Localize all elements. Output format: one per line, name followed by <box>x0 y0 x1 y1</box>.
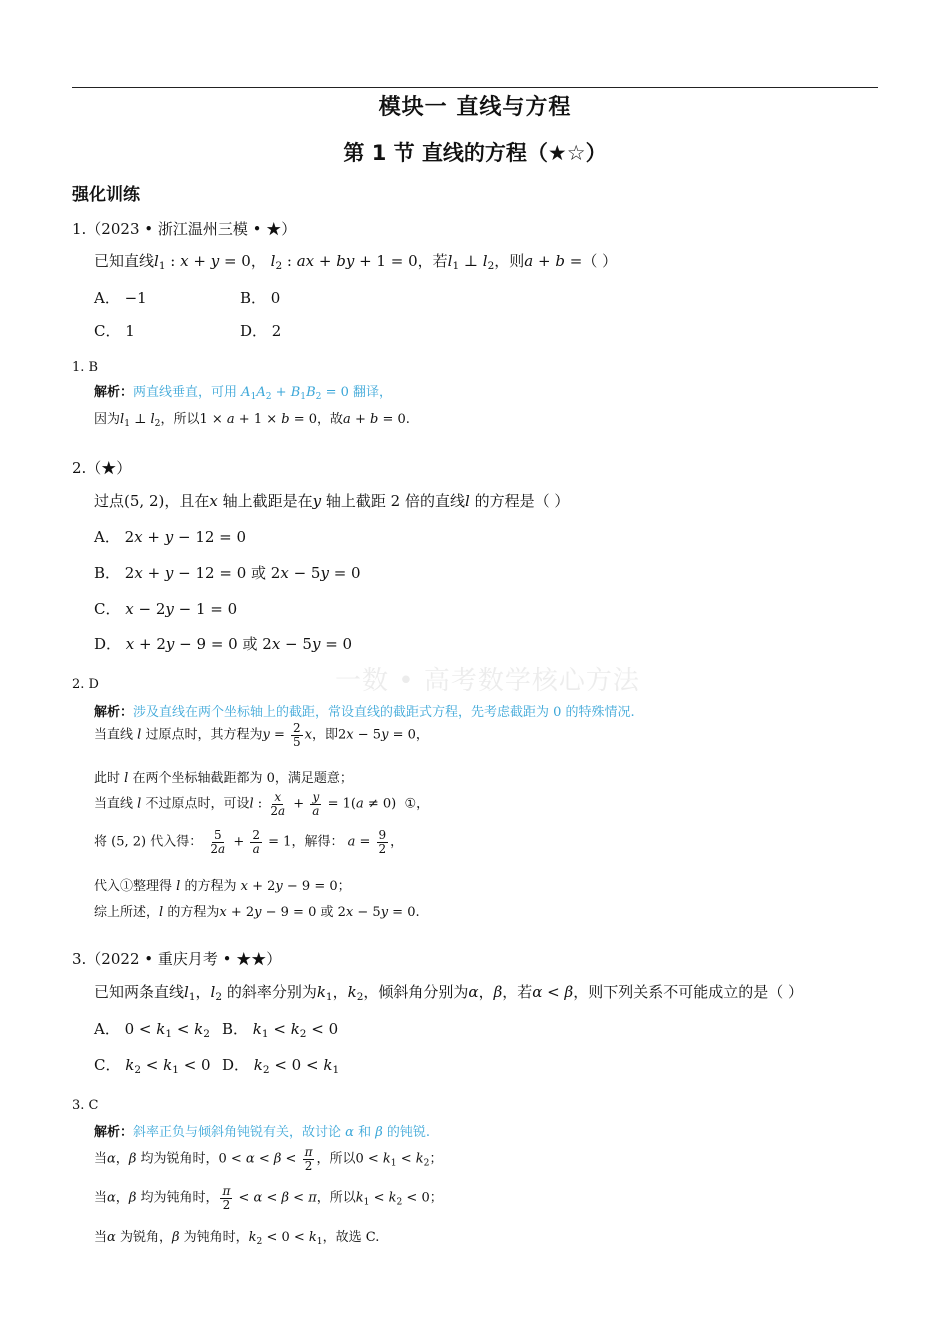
q2-solution-line-4: 将 (5, 2) 代入得： $\frac{5}{2a}$ + $\frac{2}{a}$ = 1，解得： a = $\frac{9}{2}$ ， <box>94 828 404 856</box>
q1-option-c: C． 1 <box>94 322 135 340</box>
question-1-stem: 已知直线$l_1$ : x + y = 0， $l_2$ : ax + by + 1 = 0，若$l_1$ ⊥ $l_2$，则a + b =（ ） <box>94 252 618 272</box>
q2-answer: 2. D <box>72 677 99 692</box>
q3-option-a: A． $0 < k_1 < k_2$ <box>94 1020 210 1040</box>
q3-option-d: D． $k_2 < 0 < k_1$ <box>222 1056 340 1076</box>
q2-analysis: 解析：涉及直线在两个坐标轴上的截距，常设直线的截距式方程，先考虑截距为 0 的特殊情况. <box>94 705 635 720</box>
q3-option-c: C． $k_2 < k_1 < 0$ <box>94 1056 211 1076</box>
q2-option-b: B． 2x + y − 12 = 0 或 2x − 5y = 0 <box>94 564 361 582</box>
q2-solution-line-1: 当直线 l 过原点时，其方程为y = $\frac{2}{5}$ x，即2x − 5y = 0， <box>94 721 429 749</box>
q3-answer: 3. C <box>72 1098 99 1113</box>
q2-solution-line-6: 综上所述，l 的方程为x + 2y − 9 = 0 或 2x − 5y = 0. <box>94 905 420 920</box>
q3-analysis: 解析：斜率正负与倾斜角钝锐有关，故讨论 α 和 β 的钝锐. <box>94 1125 431 1140</box>
q3-solution-line-1: 当α，β 均为锐角时，0 < α < β < $\frac{\pi}{2}$ ，所以$0 < k_1 < k_2$； <box>94 1145 443 1173</box>
watermark: 一数 • 高考数学核心方法 <box>335 666 640 696</box>
q2-solution-line-3: 当直线 l 不过原点时，可设l : $\frac{x}{2a}$ + $\frac{y}{a}$ = 1(a ≠ 0) ①， <box>94 790 430 818</box>
q2-solution-line-2: 此时 l 在两个坐标轴截距都为 0，满足题意； <box>94 771 353 786</box>
q1-analysis: 解析：两直线垂直，可用 $A_1A_2 + B_1B_2 = 0$ 翻译， <box>94 385 393 402</box>
question-1-header: 1.（2023 • 浙江温州三模 • ★） <box>72 220 297 238</box>
module-title: 模块一 直线与方程 <box>378 95 572 120</box>
q1-solution-line: 因为$l_1$ ⊥ $l_2$，所以1 × a + 1 × b = 0，故a + b = 0. <box>94 412 410 429</box>
question-2-stem: 过点(5, 2)，且在x 轴上截距是在y 轴上截距 2 倍的直线l 的方程是（ ） <box>94 492 570 510</box>
q3-solution-line-3: 当α 为锐角，β 为钝角时，$k_2 < 0 < k_1$，故选 C. <box>94 1230 380 1247</box>
q2-option-a: A． 2x + y − 12 = 0 <box>94 528 247 546</box>
q1-option-a: A． −1 <box>94 289 147 307</box>
q1-option-d: D． 2 <box>240 322 282 340</box>
question-3-header: 3.（2022 • 重庆月考 • ★★） <box>72 950 282 968</box>
question-3-stem: 已知两条直线$l_1$，$l_2$ 的斜率分别为$k_1$，$k_2$，倾斜角分别为α，β，若α < β，则下列关系不可能成立的是（ ） <box>94 983 803 1003</box>
section-heading: 强化训练 <box>72 185 140 205</box>
section-title: 第 1 节 直线的方程（★☆） <box>343 141 607 165</box>
header-rule <box>72 87 878 88</box>
q2-solution-line-5: 代入①整理得 l 的方程为 x + 2y − 9 = 0； <box>94 879 351 894</box>
q1-option-b: B． 0 <box>240 289 281 307</box>
q3-solution-line-2: 当α，β 均为钝角时， $\frac{\pi}{2}$ < α < β < π，所以$k_1 < k_2 < 0$； <box>94 1184 443 1212</box>
question-2-header: 2.（★） <box>72 459 132 477</box>
q3-option-b: B． $k_1 < k_2 < 0$ <box>222 1020 339 1040</box>
q1-answer: 1. B <box>72 360 99 375</box>
q2-option-d: D． x + 2y − 9 = 0 或 2x − 5y = 0 <box>94 635 353 653</box>
q2-option-c: C． x − 2y − 1 = 0 <box>94 600 238 618</box>
